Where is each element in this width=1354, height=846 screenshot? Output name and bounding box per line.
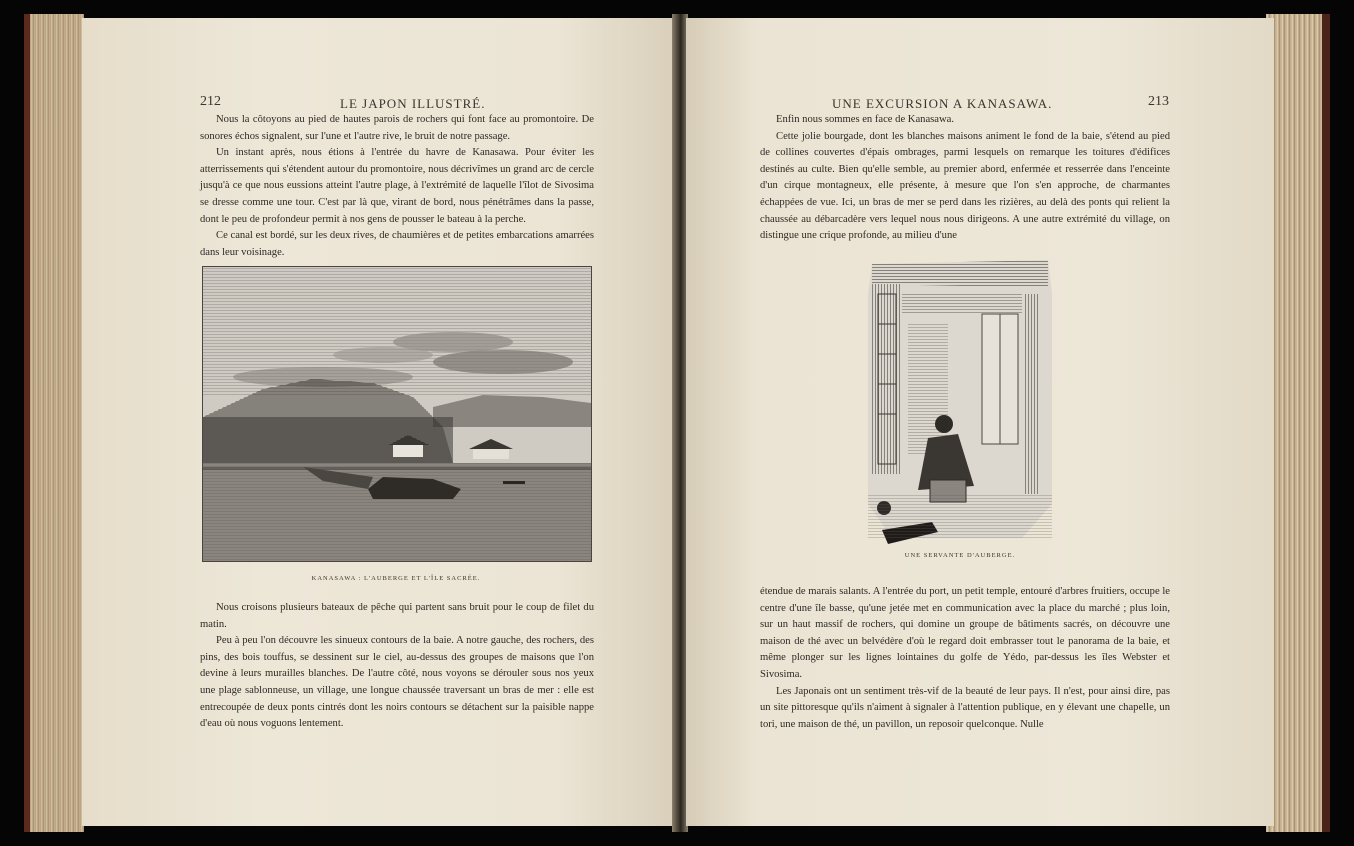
right-text-bottom [760,584,1170,733]
paragraph: Ce canal est bordé, sur les deux rives, de chaumières et de petites embarcations amarrées dans leur voisinage. [200,230,594,258]
paragraph: Cette jolie bourgade, dont les blanches maisons animent le fond de la baie, s'étend au pied de collines couvertes d'épais ombrages, parmi lesquels on remarque les toitures d'édifices destinés au culte. Bien qu'elle semble, au premier abord, enfermée et resserrée dans l'enceinte d'un cirque montagneux, elle présente, à mesure que l'on s'en approche, de charmantes échappées de vue. Ici, un bras de mer se perd dans les rizières, au delà des ponts qui relient la chaussée au débarcadère vers lequel nous nous dirigeons. A une autre extrémité du village, on distingue une crique profonde, au milieu d'une [760,130,1170,242]
paragraph: Enfin nous sommes en face de Kanasawa. [776,114,954,125]
book-edge-right [1266,14,1330,832]
page-number-left: 212 [200,94,221,109]
left-text-top [200,112,594,261]
paragraph: Nous la côtoyons au pied de hautes parois de rochers qui font face au promontoire. De sonores échos signalent, sur l'une et l'autre rive, le bruit de notre passage. [200,114,594,142]
page-number-right: 213 [1148,94,1169,109]
interior-illustration [862,254,1058,544]
right-text-top [760,112,1170,245]
paragraph: Un instant après, nous étions à l'entrée du havre de Kanasawa. Pour éviter les atterrissements qui s'étendent autour du promontoire, nous décrivîmes un grand arc de cercle jusqu'à ce que nous eussions atteint l'autre plage, à l'extrémité de laquelle l'îlot de Sivosima se dresse comme une tour. C'est par là que, virant de bord, nous pénétrâmes dans la passe, dont le peu de profondeur permit à nos gens de pousser le bateau à la perche. [200,147,594,225]
paragraph: étendue de marais salants. A l'entrée du port, un petit temple, entouré d'arbres fruitiers, occupe le centre d'une île basse, qu'une jetée met en communication avec la place du marché ; plus loin, sur un haut massif de rochers, qui domine un groupe de bâtiments sacrés, on découvre une maison de thé avec un belvédère d'où le regard doit embrasser tout le panorama de la baie, et même plonger sur les lignes lointaines du golfe de Yédo, par-dessus les îles Webster et Sivosima. [760,586,1170,680]
right-page [686,18,1274,826]
paragraph: Nous croisons plusieurs bateaux de pêche qui partent sans bruit pour le coup de filet du matin. [200,602,594,630]
engraving-servante [862,254,1058,544]
running-head-left: LE JAPON ILLUSTRÉ. [340,96,486,111]
paragraph: Peu à peu l'on découvre les sinueux contours de la baie. A notre gauche, des rochers, des pins, des bois touffus, se dessinent sur le ciel, au-dessus des groupes de maisons que l'on devine à leurs murailles blanches. De l'autre côté, nous voyons se dérouler sous nos yeux une plage sablonneuse, un village, une longue chaussée traversant un bras de mer : elle est entrecoupée de deux ponts cintrés dont les noirs contours se détachent sur la paisible nappe d'eau où nous voguons lentement. [200,635,594,730]
figure-caption-right: UNE SERVANTE D'AUBERGE. [904,552,1016,559]
left-text-bottom [200,600,594,733]
running-head-right: UNE EXCURSION A KANASAWA. [832,96,1053,111]
paragraph: Les Japonais ont un sentiment très-vif de la beauté de leur pays. Il n'est, pour ainsi dire, pas un site pittoresque qu'ils n'aiment à signaler à l'attention publique, en y élevant une chapelle, un tori, une maison de thé, un pavillon, un reposoir quelconque. Nulle [760,685,1170,730]
book-edge-left [24,14,84,832]
open-book [24,14,1330,832]
engraving-kanasawa [202,266,592,562]
figure-caption-left: KANASAWA : L'AUBERGE ET L'ÎLE SACRÉE. [311,575,481,582]
left-page [82,18,674,826]
landscape-illustration [203,267,591,561]
